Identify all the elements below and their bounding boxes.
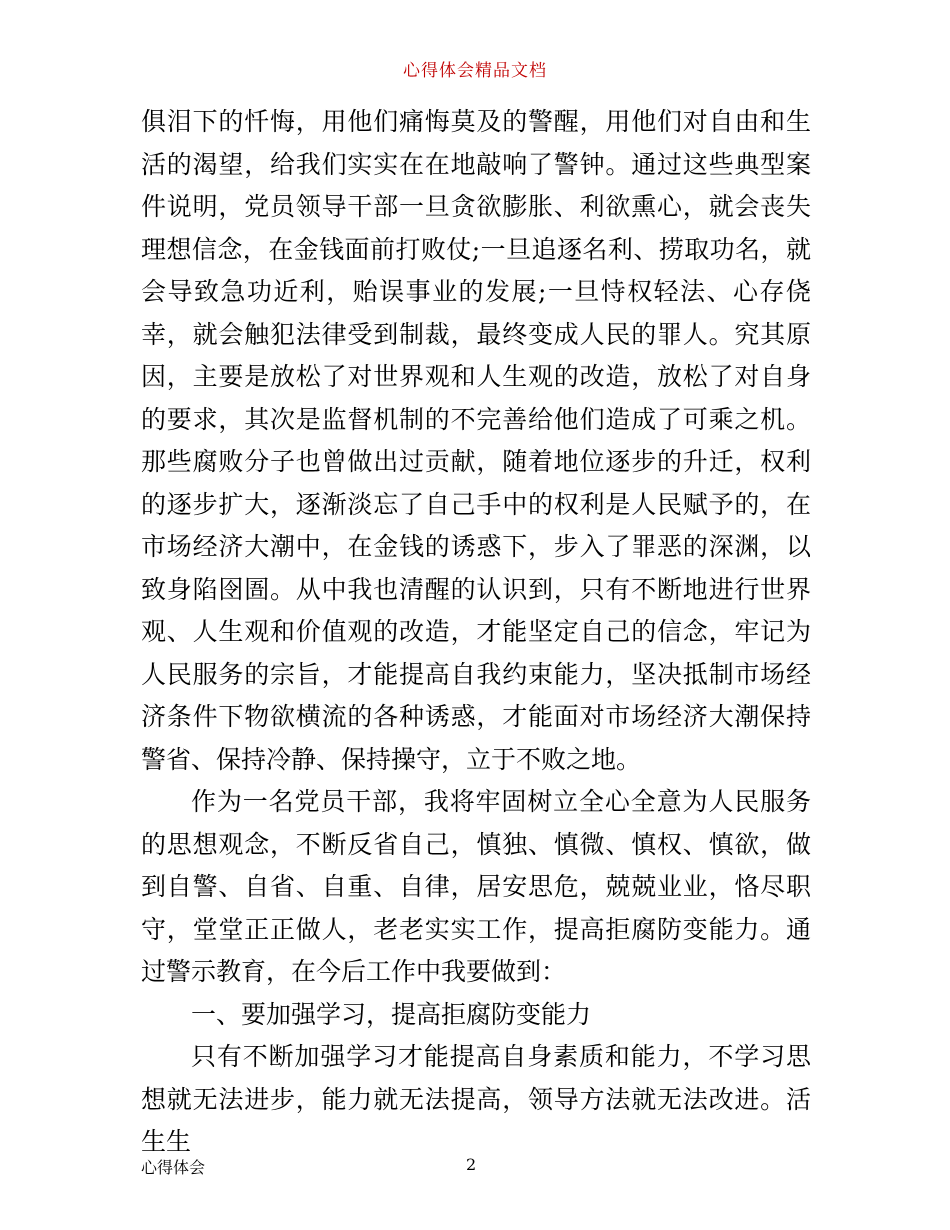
paragraph-commitment: 作为一名党员干部，我将牢固树立全心全意为人民服务的思想观念，不断反省自己，慎独、慎微、慎权、慎欲，做到自警、自省、自重、自律，居安思危，兢兢业业，恪尽职守，堂堂正正做人，老老实实工作，提高拒腐防变能力。通过警示教育，在今后工作中我要做到： bbox=[141, 787, 811, 986]
section-heading-study: 一、要加强学习，提高拒腐防变能力 bbox=[191, 999, 592, 1029]
paragraph-study: 只有不断加强学习才能提高自身素质和能力，不学习思想就无法进步，能力就无法提高，领导方法就无法改进。活生生 bbox=[141, 1042, 811, 1156]
document-body bbox=[141, 101, 811, 1164]
page-number: 2 bbox=[466, 1155, 477, 1174]
document-header-title: 心得体会精品文档 bbox=[403, 61, 547, 81]
paragraph-continuation: 俱泪下的忏悔，用他们痛悔莫及的警醒，用他们对自由和生活的渴望，给我们实实在在地敲响了警钟。通过这些典型案件说明，党员领导干部一旦贪欲膨胀、利欲熏心，就会丧失理想信念，在金钱面前打败仗;一旦追逐名利、捞取功名，就会导致急功近利，贻误事业的发展;一旦恃权轻法、心存侥幸，就会触犯法律受到制裁，最终变成人民的罪人。究其原因，主要是放松了对世界观和人生观的改造，放松了对自身的要求，其次是监督机制的不完善给他们造成了可乘之机。那些腐败分子也曾做出过贡献，随着地位逐步的升迁，权利的逐步扩大，逐渐淡忘了自己手中的权利是人民赋予的，在市场经济大潮中，在金钱的诱惑下，步入了罪恶的深渊，以致身陷囹圄。从中我也清醒的认识到，只有不断地进行世界观、人生观和价值观的改造，才能坚定自己的信念，牢记为人民服务的宗旨，才能提高自我约束能力，坚决抵制市场经济条件下物欲横流的各种诱惑，才能面对市场经济大潮保持警省、保持冷静、保持操守，立于不败之地。 bbox=[141, 107, 811, 774]
footer-label: 心得体会 bbox=[141, 1158, 206, 1177]
